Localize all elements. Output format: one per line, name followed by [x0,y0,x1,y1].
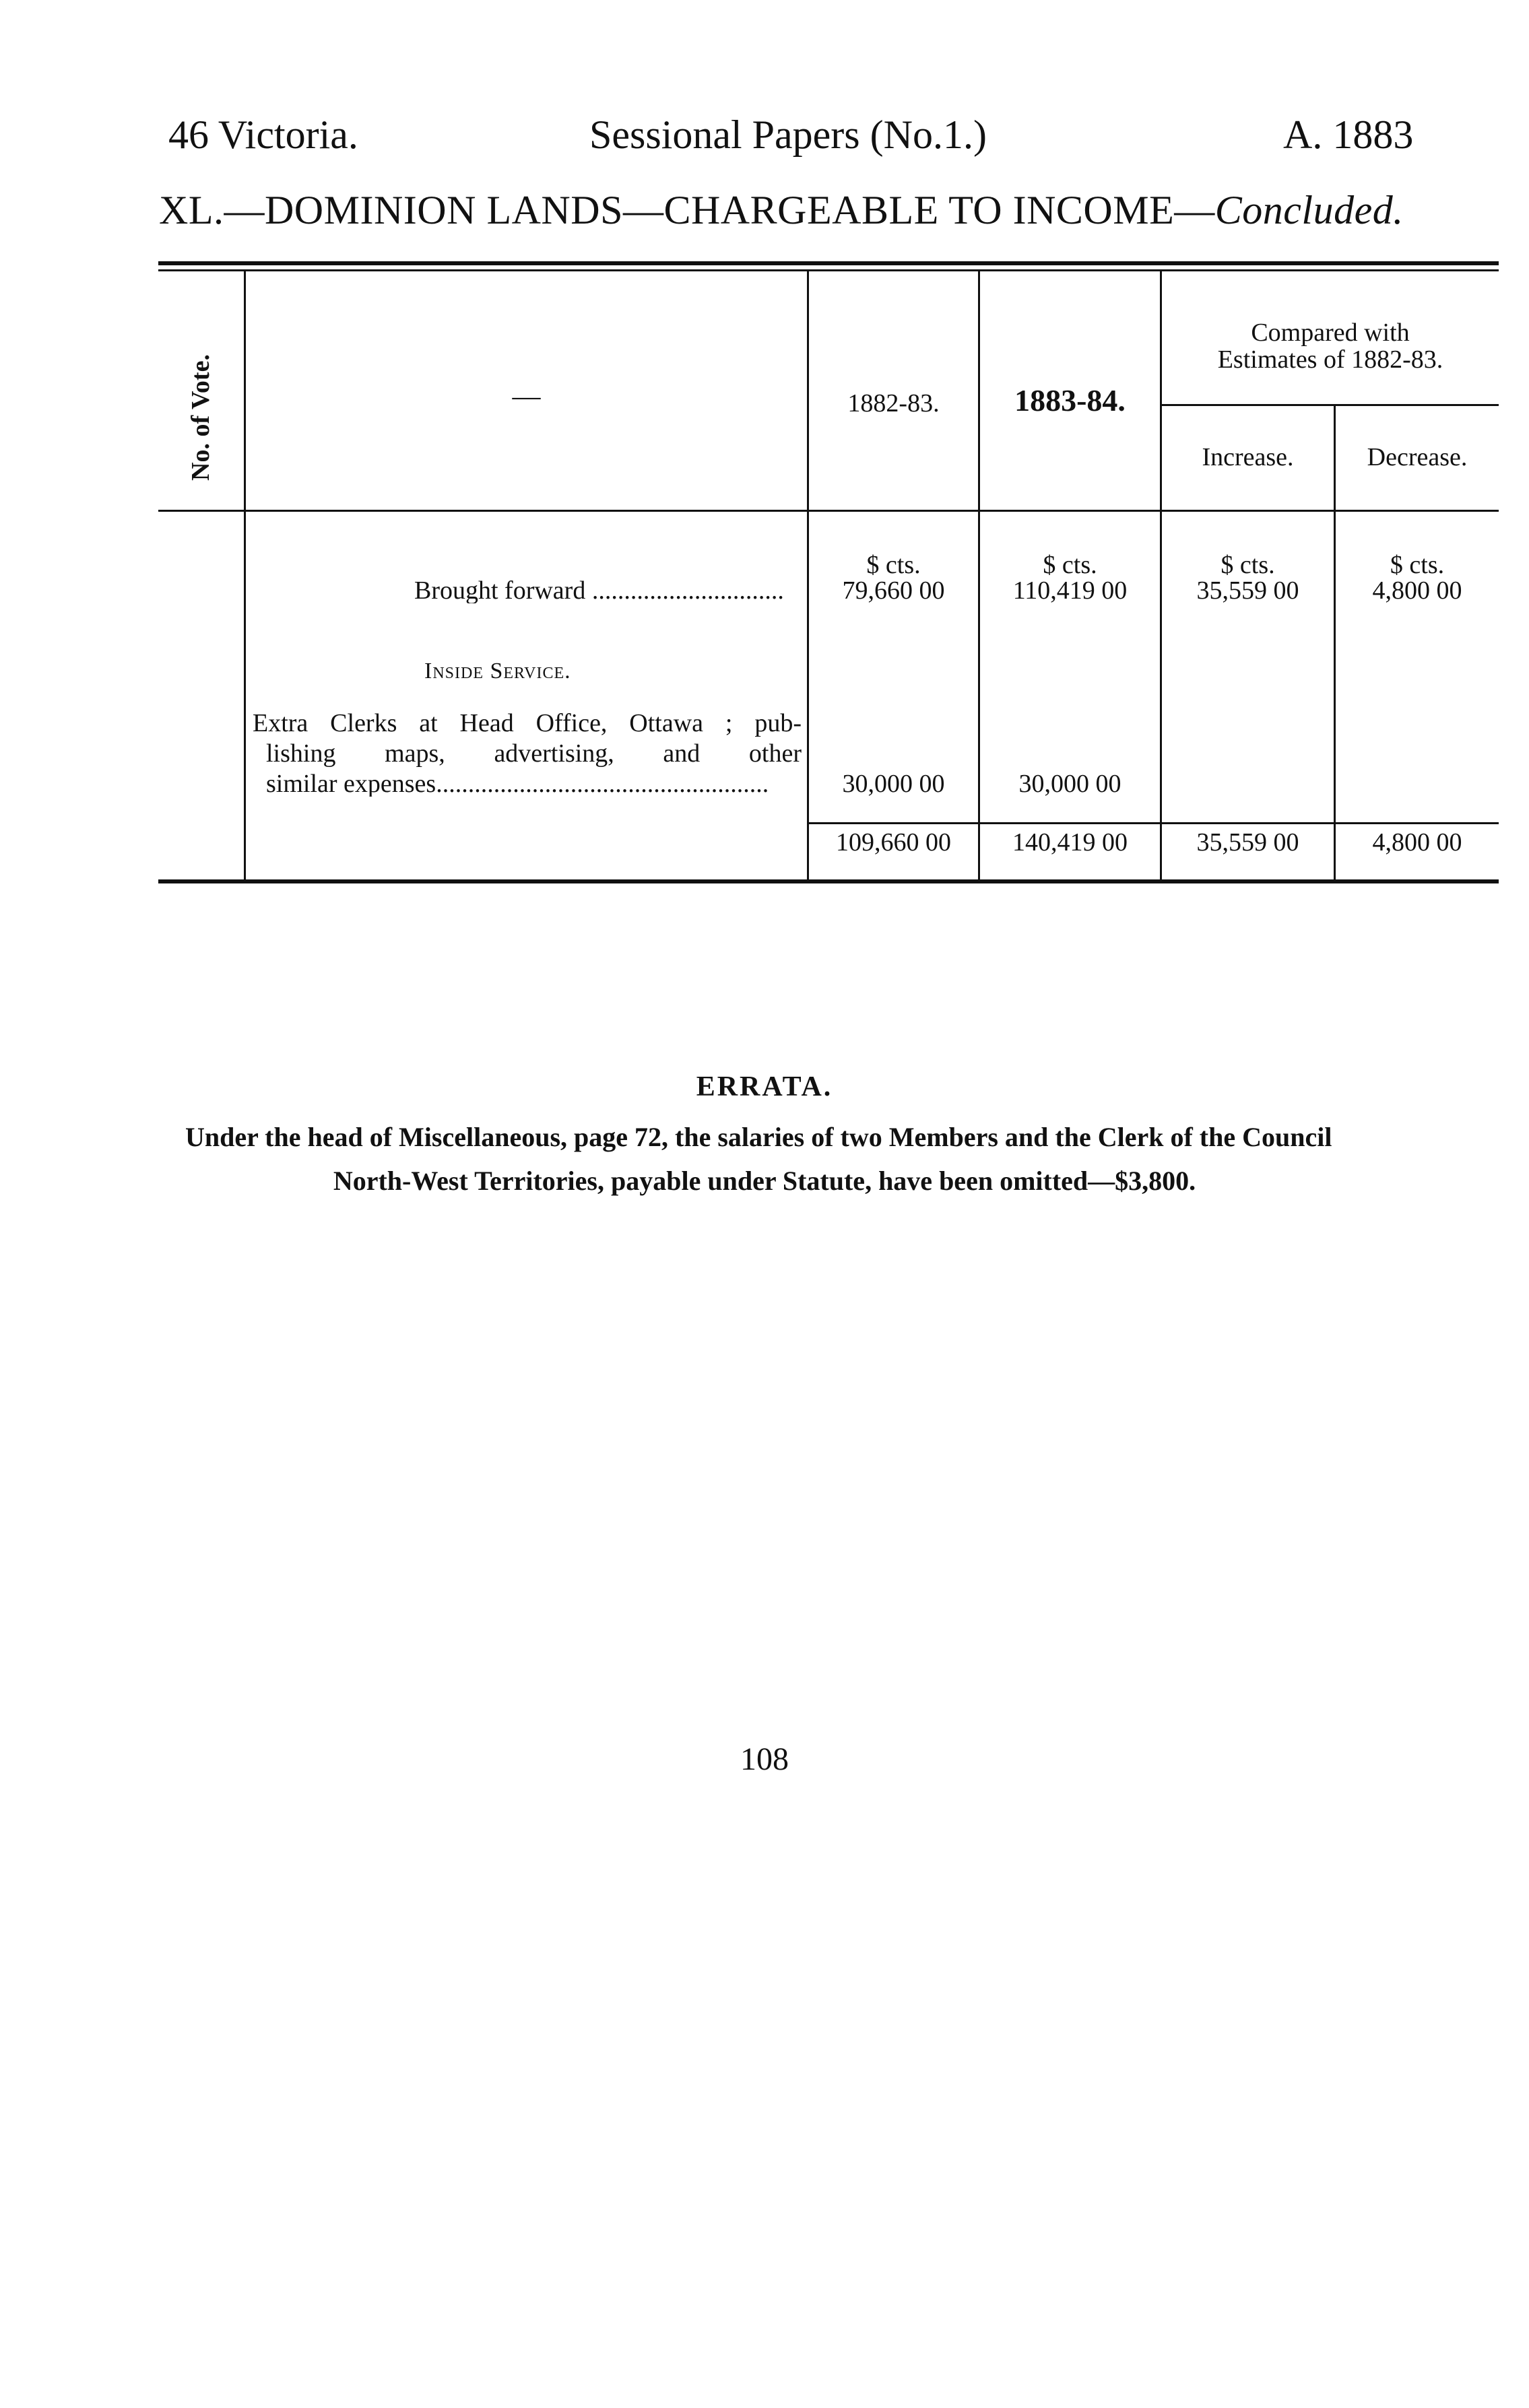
extra-clerks-line3: similar expenses [266,771,436,797]
col-header-decrease: Decrease. [1367,443,1468,471]
col-header-vote: No. of Vote. [187,354,215,481]
col-header-compared-line2: Estimates of 1882-83. [1217,345,1443,374]
table-row-brought-forward: Brought forward .............................. [414,578,784,603]
total-1883-84: 140,419 00 [1012,828,1128,857]
col-header-description: — [512,381,541,412]
row-description: Brought forward [414,578,586,603]
brought-forward-decrease: 4,800 00 [1372,576,1462,605]
header-sessional-papers: Sessional Papers (No.1.) [589,112,987,157]
unit-label-1883-84: $ cts. [1043,551,1097,579]
table-row-extra-clerks: similar expenses.................................................... [266,771,769,797]
col-header-1883-84: 1883-84. [1014,383,1126,417]
header-bottom-rule [158,510,1499,512]
header-year: A. 1883 [1283,112,1414,157]
unit-label-decrease: $ cts. [1390,551,1445,579]
table-title-main: XL.—DOMINION LANDS—CHARGEABLE TO INCOME— [159,188,1215,232]
subtotal-rule [808,822,1499,824]
unit-label-increase: $ cts. [1221,551,1275,579]
vote-column-border [244,271,246,879]
increase-column-border [1334,404,1336,879]
table-title [159,187,1404,234]
compared-divider-rule [1162,404,1499,406]
col-header-1882-83: 1882-83. [847,389,940,417]
extra-clerks-line2: lishing maps, advertising, and other [266,739,802,768]
errata-line-1: Under the head of Miscellaneous, page 72, the salaries of two Members and the Clerk of the Council [185,1122,1332,1152]
col-header-compared-line1: Compared with [1251,319,1410,347]
col-header-increase: Increase. [1202,443,1294,471]
extra-clerks-line1: Extra Clerks at Head Office, Ottawa ; pub- [253,709,802,737]
header-session: 46 Victoria. [168,112,358,157]
page-number: 108 [740,1741,789,1777]
errata-title: ERRATA. [696,1071,833,1102]
brought-forward-1883-84: 110,419 00 [1012,576,1128,605]
bottom-rule [158,879,1499,883]
brought-forward-1882-83: 79,660 00 [842,576,945,605]
extra-clerks-1883-84: 30,000 00 [1018,770,1121,798]
extra-clerks-1882-83: 30,000 00 [842,770,945,798]
top-rule-thin [158,269,1499,271]
section-heading-inside-service: Inside Service. [424,659,571,683]
total-1882-83: 109,660 00 [836,828,951,857]
top-rule-thick [158,261,1499,265]
unit-label-1882-83: $ cts. [866,551,921,579]
total-increase: 35,559 00 [1196,828,1299,857]
brought-forward-increase: 35,559 00 [1196,576,1299,605]
total-decrease: 4,800 00 [1372,828,1462,857]
table-title-concluded: Concluded. [1214,188,1404,232]
errata-line-2: North-West Territories, payable under Statute, have been omitted—$3,800. [333,1166,1196,1196]
